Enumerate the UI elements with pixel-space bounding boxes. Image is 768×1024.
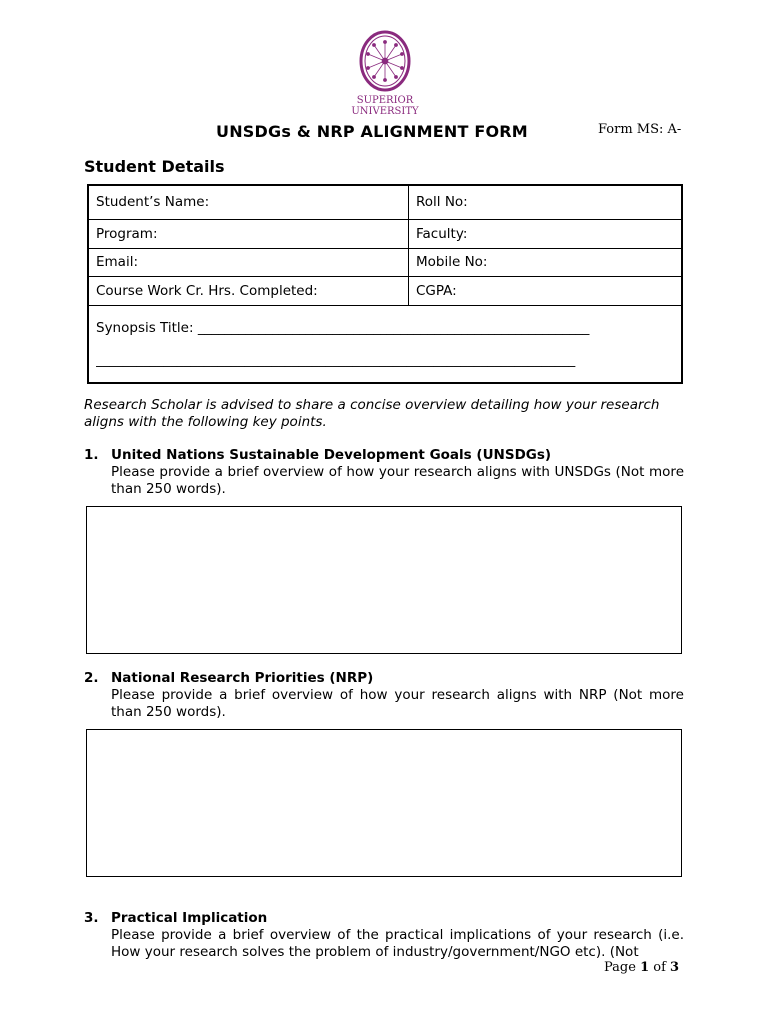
section-1-number: 1.: [84, 447, 99, 463]
section-2-number: 2.: [84, 670, 99, 686]
section-3-title: Practical Implication: [111, 910, 268, 926]
page-total: 3: [670, 960, 680, 975]
form-code: Form MS: A-: [598, 122, 682, 137]
table-row: [88, 185, 682, 219]
section-2-description: Please provide a brief overview of how your research aligns with NRP (Not more than 250 words).: [111, 687, 684, 720]
section-1-title: United Nations Sustainable Development Goals (UNSDGs): [111, 447, 552, 463]
unsdgs-answer-box[interactable]: [86, 506, 682, 654]
synopsis-line-1: Synopsis Title: __________________________________________________________: [96, 319, 590, 336]
student-name-field[interactable]: Student’s Name:: [88, 185, 409, 219]
synopsis-title-field[interactable]: [88, 305, 682, 383]
table-row: [88, 219, 682, 248]
table-row: [88, 248, 682, 276]
program-field[interactable]: Program:: [88, 219, 409, 248]
table-row: [88, 305, 682, 383]
email-field[interactable]: Email:: [88, 248, 409, 276]
section-3-number: 3.: [84, 910, 99, 926]
of-word: of: [653, 960, 666, 975]
student-details-heading: Student Details: [84, 157, 225, 176]
intro-text: Research Scholar is advised to share a concise overview detailing how your research aligns with the following key points.: [84, 397, 660, 430]
university-name: SUPERIOR UNIVERSITY: [351, 95, 419, 117]
nrp-answer-box[interactable]: [86, 729, 682, 877]
cgpa-field[interactable]: CGPA:: [409, 276, 683, 305]
course-work-field[interactable]: Course Work Cr. Hrs. Completed:: [88, 276, 409, 305]
synopsis-line-2: _______________________________________________________________________: [96, 351, 576, 368]
table-row: [88, 276, 682, 305]
faculty-field[interactable]: Faculty:: [409, 219, 683, 248]
mobile-no-field[interactable]: Mobile No:: [409, 248, 683, 276]
section-2-title: National Research Priorities (NRP): [111, 670, 374, 686]
student-details-table: [87, 184, 683, 384]
university-logo: [329, 30, 441, 117]
roll-no-field[interactable]: Roll No:: [409, 185, 683, 219]
page-word: Page: [604, 960, 636, 975]
page-number: [604, 960, 679, 975]
section-1-description: Please provide a brief overview of how your research aligns with UNSDGs (Not more than 250 words).: [111, 464, 684, 497]
page-current: 1: [640, 960, 650, 975]
university-emblem-icon: [358, 30, 412, 92]
section-3-description: Please provide a brief overview of the practical implications of your research (i.e. How your research solves the problem of industry/government/NGO etc). (Not: [111, 927, 684, 960]
form-title: UNSDGs & NRP ALIGNMENT FORM: [216, 122, 528, 141]
